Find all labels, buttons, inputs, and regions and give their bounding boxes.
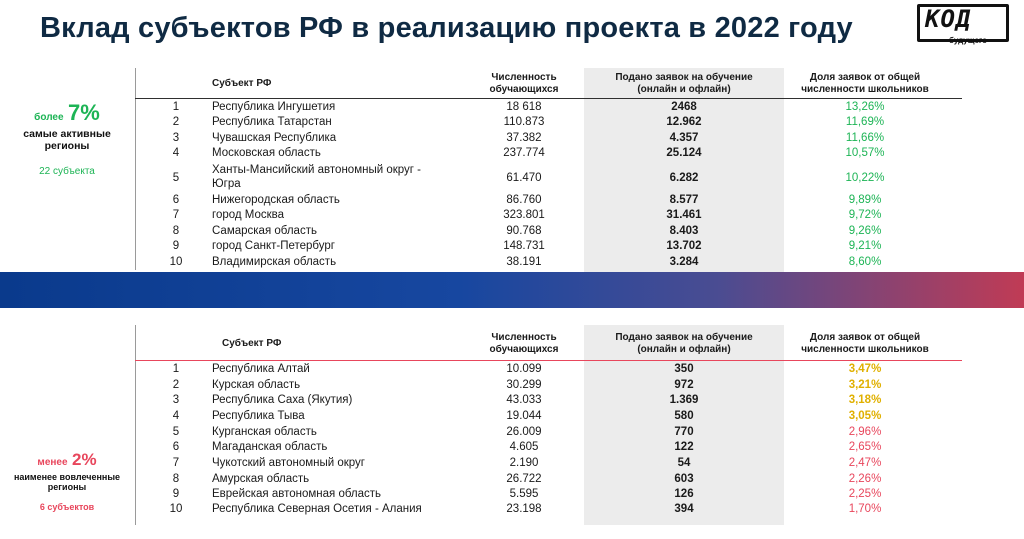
col-subject-header-bottom: Субъект РФ	[222, 338, 282, 349]
logo-main-text: КОД	[925, 5, 972, 33]
col-students-header-bottom: Численность обучающихся	[489, 332, 559, 355]
table-left-border-bottom	[135, 325, 136, 525]
kod-logo	[915, 2, 1015, 46]
divider-band	[0, 272, 1024, 308]
header-underline-top	[135, 98, 962, 99]
bottom-summary: менее 2% наименее вовлеченные регионы 6 субъектов	[4, 450, 130, 512]
bottom-percent-line: менее 2%	[37, 450, 97, 469]
top-summary: более 7% самые активные регионы 22 субъекта	[12, 100, 122, 177]
col-apps-header-bottom: Подано заявок на обучение (онлайн и офлайн)	[615, 332, 753, 355]
header-underline-bottom	[135, 360, 962, 361]
page-title: Вклад субъектов РФ в реализацию проекта в 2022 году	[40, 12, 853, 44]
col-students-header-top: Численность обучающихся	[489, 72, 559, 95]
col-share-header-bottom: Доля заявок от общей численности школьников	[801, 332, 929, 355]
col-share-header-top: Доля заявок от общей численности школьников	[801, 72, 929, 95]
col-apps-header-top: Подано заявок на обучение (онлайн и офлайн)	[615, 72, 753, 95]
top-percent-line: более 7%	[34, 100, 100, 125]
logo-sub-text: будущего	[949, 36, 988, 45]
col-subject-header-top: Субъект РФ	[212, 78, 272, 89]
